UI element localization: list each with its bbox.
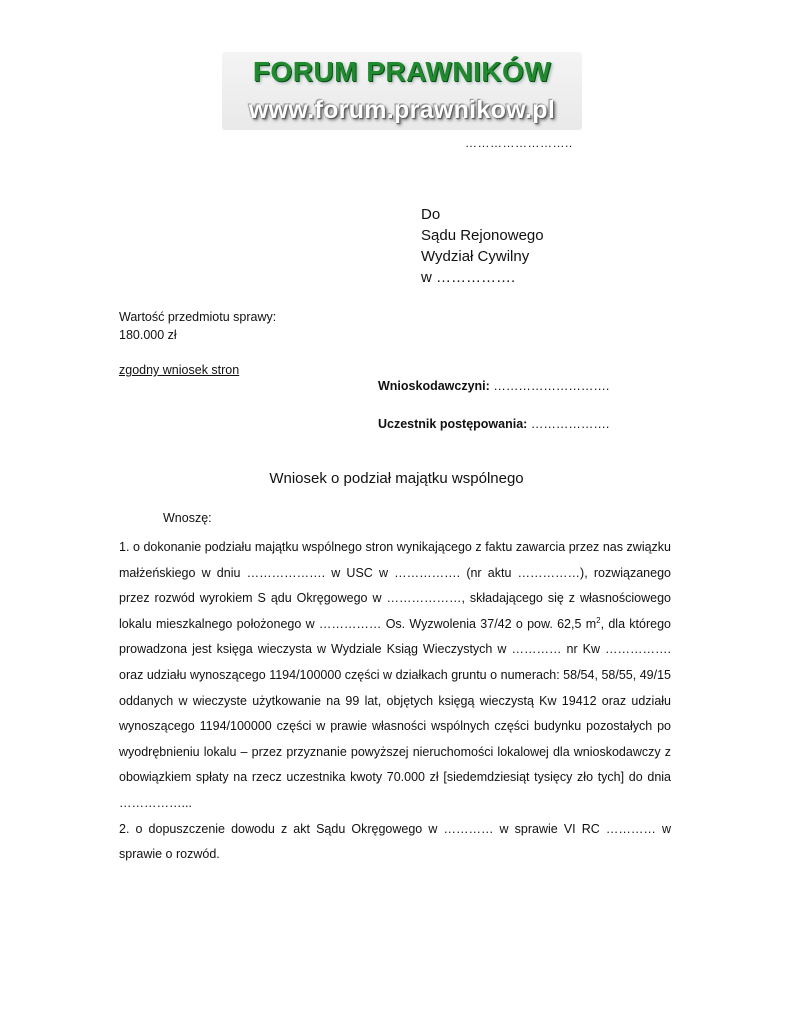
logo-url: www.forum.prawnikow.pl — [248, 96, 556, 124]
motion-intro: Wnoszę: — [163, 511, 212, 525]
point-1-text-a: 1. o dokonanie podziału majątku wspólnego stron wynikającego z faktu zawarcia przez nas związku małżeńskiego w dniu ………………. w USC w ……………. (nr aktu ……………), rozwiązanego przez rozwód wyrokiem S ądu Okręgowego w ………………, składającego się z własnościowego lokalu mieszkalnego położonego w …………… Os. Wyzwolenia 37/42 o pow. 62,5 m — [119, 540, 671, 631]
applicant-line — [378, 379, 609, 393]
applicant-label: Wnioskodawczyni: — [378, 379, 490, 393]
document-title: Wniosek o podział majątku wspólnego — [269, 470, 524, 487]
court-line-city: w ……………. — [421, 269, 516, 286]
court-line-division: Wydział Cywilny — [421, 248, 530, 265]
motion-body — [119, 535, 671, 868]
point-1-text-b: , dla którego prowadzona jest księga wieczysta w Wydziale Ksiąg Wieczystych w ………… nr Kw ……………. oraz udziału wynoszącego 1194/100000 części w działkach gruntu o numerach: 58/54, 58/55, 49/15 oddanych w wieczyste użytkowanie na 99 lat, objętych księgą wieczystą Kw 19412 oraz udziału wynoszącego 1194/100000 części w prawie własności wspólnych części budynku pozostałych po wyodrębnieniu lokalu – przez przyznanie powyższej nieruchomości lokalowej dla wnioskodawczy z obowiązkiem spłaty na rzecz uczestnika kwoty 70.000 zł [siedemdziesiąt tysięcy zło tych] do dnia ……………... — [119, 616, 671, 810]
applicant-dots: ………………………. — [493, 379, 610, 393]
forum-logo — [222, 52, 582, 130]
case-value — [119, 308, 276, 344]
participant-label: Uczestnik postępowania: — [378, 417, 528, 431]
motion-point-2: 2. o dopuszczenie dowodu z akt Sądu Okręgowego w ………… w sprawie VI RC ………… w sprawie o rozwód. — [119, 821, 671, 862]
place-date-placeholder: …………………….. — [465, 136, 573, 150]
area-superscript: 2 — [596, 615, 601, 625]
logo-title: FORUM PRAWNIKÓW — [252, 56, 552, 87]
participant-line — [378, 417, 609, 431]
case-value-amount: 180.000 zł — [119, 328, 177, 342]
agreed-motion-heading: zgodny wniosek stron — [119, 363, 240, 377]
participant-dots: ………………. — [530, 417, 610, 431]
motion-point-1 — [119, 535, 671, 817]
case-value-label: Wartość przedmiotu sprawy: — [119, 310, 277, 324]
court-address — [421, 204, 544, 288]
court-line-to: Do — [421, 206, 441, 223]
court-line-name: Sądu Rejonowego — [421, 227, 544, 244]
